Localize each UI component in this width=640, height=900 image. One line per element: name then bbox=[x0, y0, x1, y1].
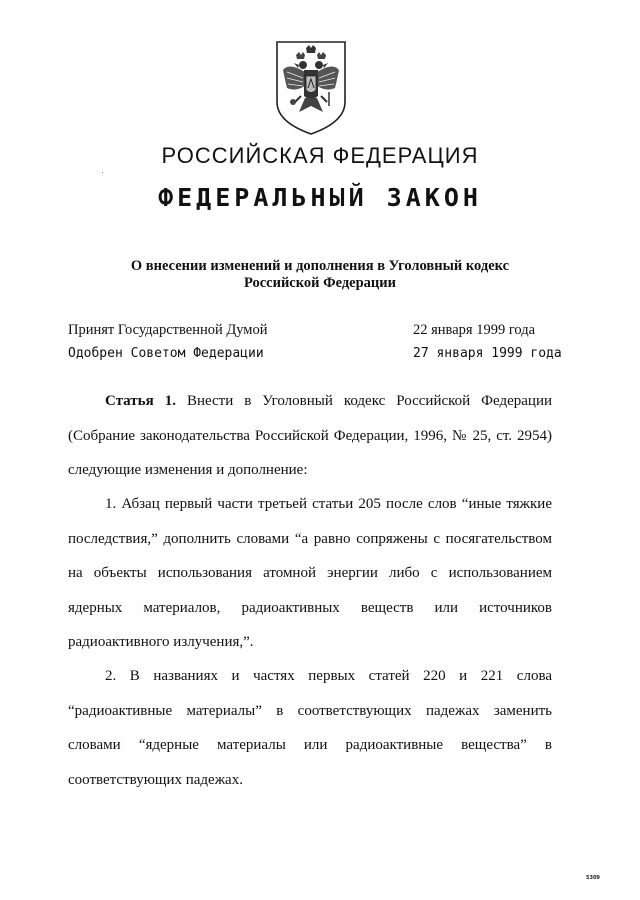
item-2-text: 2. В названиях и частях первых статей 220 и 221 слова “радиоактивные материалы” в соответствующих падежах заменить словами “ядерные материалы или радиоактивные вещества” в соответствующих падежах. bbox=[68, 668, 552, 788]
item-1-text: 1. Абзац первый части третьей статьи 205 после слов “иные тяжкие последствия,” дополнить словами “а равно сопряжены с посягательством на объекты использования атомной энергии либо с использованием ядерных материалов, радиоактивных веществ или источников радиоактивного излучения,”. bbox=[68, 496, 552, 650]
article-1-item-1 bbox=[68, 487, 552, 660]
subject-line-2: Российской Федерации bbox=[243, 275, 396, 291]
law-subject bbox=[0, 258, 640, 292]
article-intro-text: Внести в Уголовный кодекс Российской Федерации (Собрание законодательства Российской Федерации, 1996, № 25, ст. 2954) следующие изменения и дополнение: bbox=[68, 393, 553, 478]
country-heading: РОССИЙСКАЯ ФЕДЕРАЦИЯ bbox=[161, 143, 479, 168]
document-type-heading: ФЕДЕРАЛЬНЫЙ ЗАКОН bbox=[158, 183, 482, 212]
article-1-intro bbox=[68, 384, 552, 488]
page-mark: 5309 bbox=[586, 875, 600, 881]
duma-adoption-label: Принят Государственной Думой bbox=[68, 322, 268, 338]
article-1-item-2 bbox=[68, 659, 552, 797]
council-approval-date: 27 января 1999 года bbox=[413, 346, 562, 361]
scan-speck bbox=[102, 172, 103, 173]
article-heading: Статья 1. bbox=[105, 393, 176, 409]
duma-adoption-date: 22 января 1999 года bbox=[413, 322, 536, 338]
coat-of-arms-icon bbox=[275, 40, 347, 136]
council-approval-label: Одобрен Советом Федерации bbox=[68, 346, 264, 361]
subject-line-1: О внесении изменений и дополнения в Уголовный кодекс bbox=[130, 258, 510, 274]
